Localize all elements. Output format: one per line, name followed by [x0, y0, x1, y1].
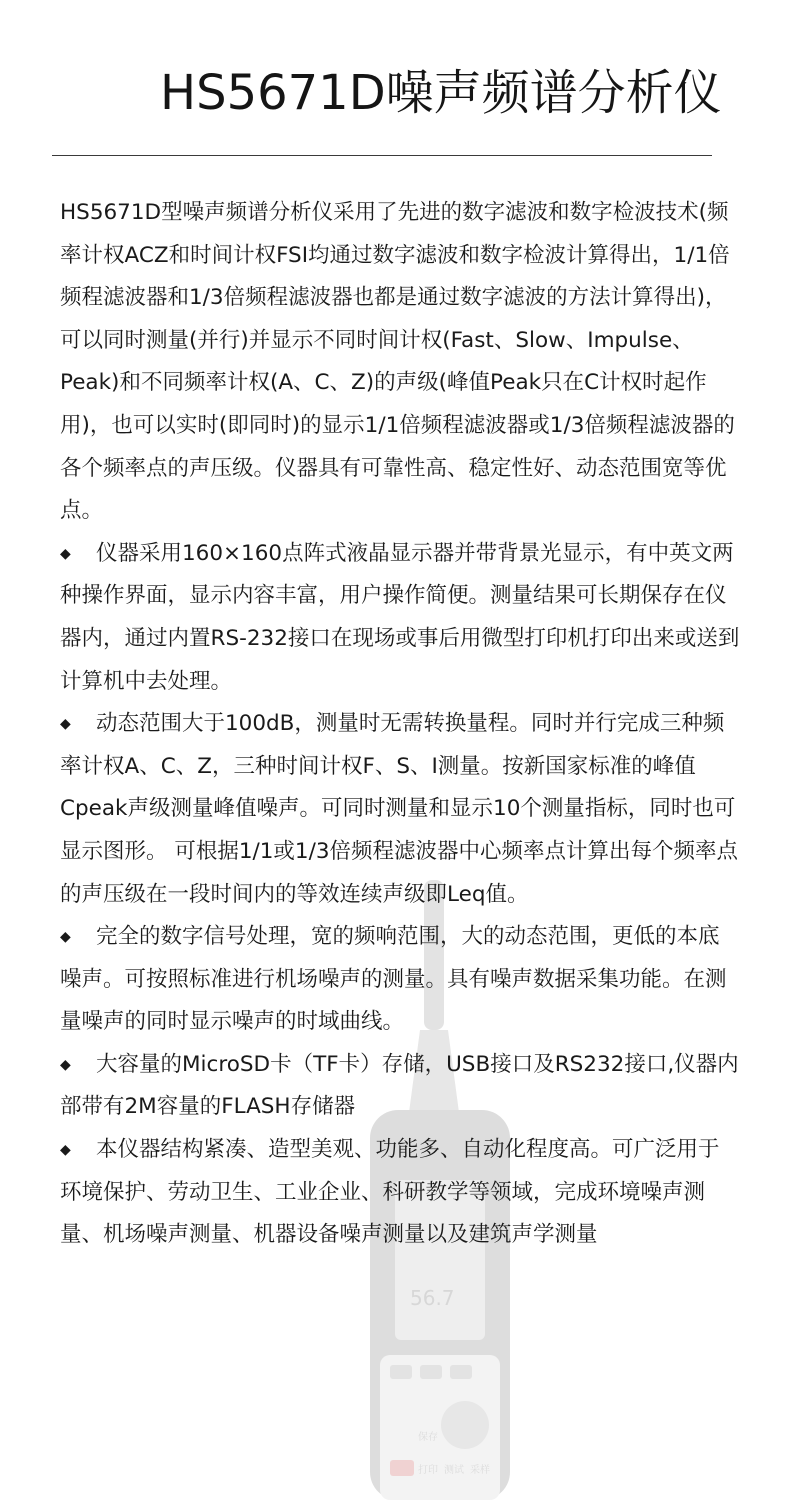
meter-key-sample: 采样: [470, 1465, 490, 1476]
bullet-icon: ◆: [60, 929, 71, 946]
feature-text: 本仪器结构紧凑、造型美观、功能多、自动化程度高。可广泛用于环境保护、劳动卫生、工业企业、科研教学等领域，完成环境噪声测量、机场噪声测量、机器设备噪声测量以及建筑声学测量: [60, 1137, 720, 1248]
feature-text: 完全的数字信号处理，宽的频响范围，大的动态范围，更低的本底噪声。可按照标准进行机场噪声的测量。具有噪声数据采集功能。在测量噪声的同时显示噪声的时域曲线。: [60, 924, 727, 1035]
page-title: HS5671D噪声频谱分析仪: [160, 65, 722, 121]
bullet-icon: ◆: [60, 716, 71, 733]
meter-key-save: 保存: [418, 1432, 438, 1443]
meter-key-print: 打印: [418, 1465, 438, 1476]
feature-bullet-storage: [60, 1044, 740, 1129]
bullet-icon: ◆: [60, 545, 71, 562]
feature-bullet-range: [60, 703, 740, 916]
bullet-icon: ◆: [60, 1056, 71, 1073]
meter-display-value: 56.7: [410, 1286, 455, 1310]
feature-text: 大容量的MicroSD卡（TF卡）存储，USB接口及RS232接口,仪器内部带有2M容量的FLASH存储器: [60, 1051, 739, 1120]
meter-key-test: 测试: [444, 1465, 464, 1476]
feature-bullet-applications: [60, 1129, 740, 1257]
feature-text: 动态范围大于100dB，测量时无需转换量程。同时并行完成三种频率计权A、C、Z，三种时间计权F、S、I测量。按新国家标准的峰值Cpeak声级测量峰值噪声。可同时测量和显示10个测量指标，同时也可显示图形。 可根据1/1或1/3倍频程滤波器中心频率点计算出每个频率点的声压级在一段时间内的等效连续声级即Leq值。: [60, 711, 739, 907]
title-divider: [52, 155, 712, 156]
bullet-icon: ◆: [60, 1142, 71, 1159]
intro-paragraph: HS5671D型噪声频谱分析仪采用了先进的数字滤波和数字检波技术(频率计权ACZ和时间计权FSI均通过数字滤波和数字检波计算得出，1/1倍频程滤波器和1/3倍频程滤波器也都是通过数字滤波的方法计算得出)，可以同时测量(并行)并显示不同时间计权(Fast、Slow、Impulse、Peak)和不同频率计权(A、C、Z)的声级(峰值Peak只在C计权时起作用)，也可以实时(即同时)的显示1/1倍频程滤波器或1/3倍频程滤波器的各个频率点的声压级。仪器具有可靠性高、稳定性好、动态范围宽等优点。: [60, 200, 735, 524]
description: [60, 192, 740, 1257]
feature-bullet-signal: [60, 916, 740, 1044]
feature-text: 仪器采用160×160点阵式液晶显示器并带背景光显示，有中英文两种操作界面，显示内容丰富，用户操作简便。测量结果可长期保存在仪器内，通过内置RS-232接口在现场或事后用微型打印机打印出来或送到计算机中去处理。: [60, 540, 740, 694]
feature-bullet-display: [60, 533, 740, 703]
